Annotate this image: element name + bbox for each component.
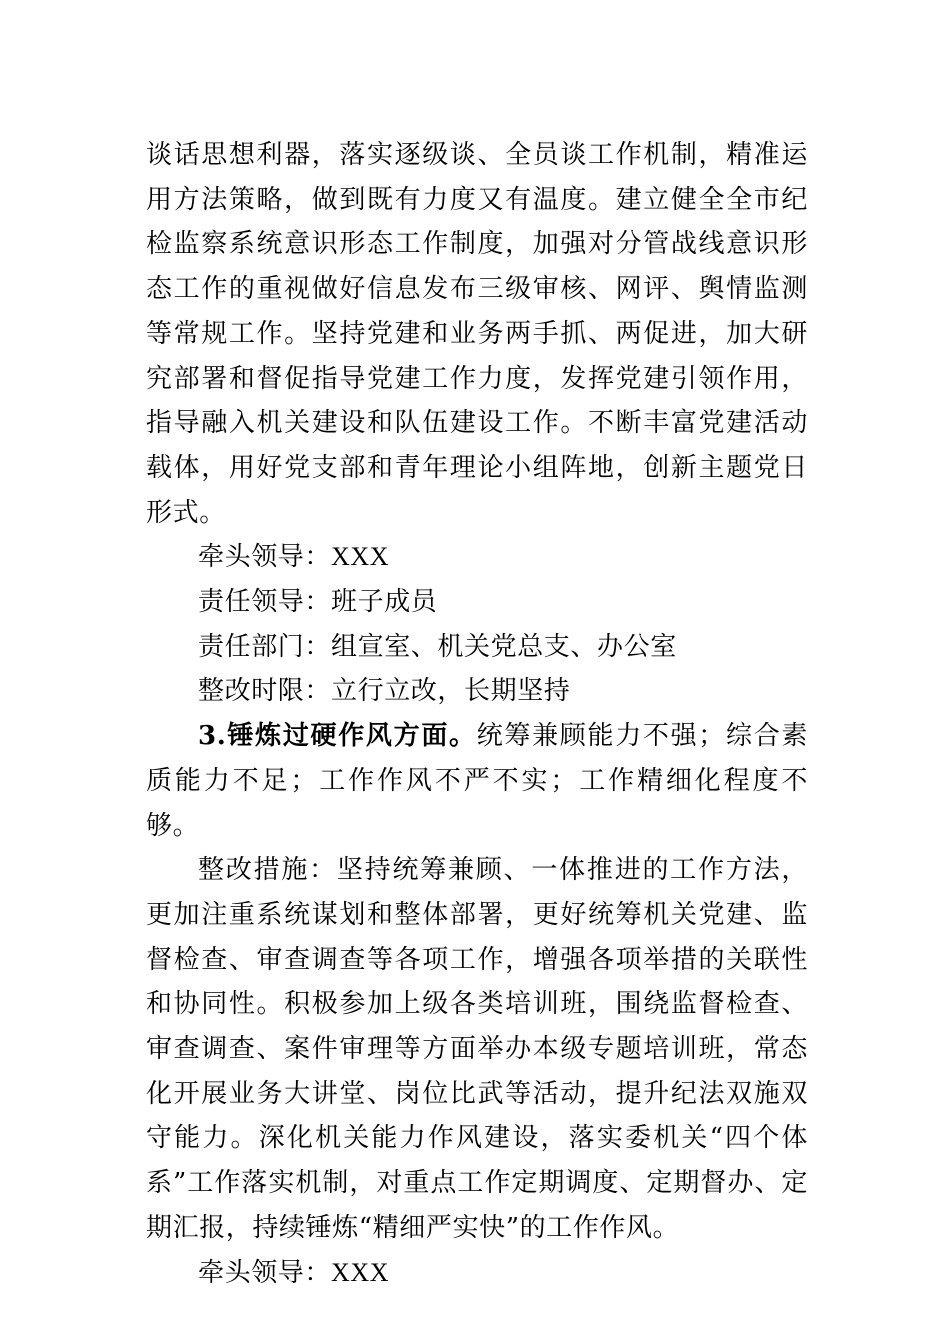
lead-leader-value: XXX <box>331 542 390 572</box>
lead-leader-line <box>146 535 808 580</box>
lead-leader-label: 牵头领导： <box>198 542 332 573</box>
lead-leader-label-2: 牵头领导： <box>198 1257 332 1288</box>
responsible-department-line: 责任部门：组宣室、机关党总支、办公室 <box>198 631 677 662</box>
section-3-paragraph <box>146 714 808 848</box>
section-3-text: 统筹兼顾能力不强；综合素质能力不足；工作作风不严不实；工作精细化程度不够。 <box>146 721 808 841</box>
paragraph-measures: 整改措施：坚持统筹兼顾、一体推进的工作方法，更加注重系统谋划和整体部署，更好统筹机关党建、监督检查、审查调查等各项工作，增强各项举措的关联性和协同性。积极参加上级各类培训班，围绕监督检查、审查调查、案件审理等方面举办本级专题培训班，常态化开展业务大讲堂、岗位比武等活动，提升纪法双施双守能力。深化机关能力作风建设，落实委机关“四个体系”工作落实机制，对重点工作定期调度、定期督办、定期汇报，持续锤炼“精细严实快”的工作作风。 <box>146 855 808 1243</box>
section-3-heading: 3.锤炼过硬作风方面。 <box>198 721 477 752</box>
paragraph-measures-continued: 谈话思想利器，落实逐级谈、全员谈工作机制，精准运用方法策略，做到既有力度又有温度。建立健全全市纪检监察系统意识形态工作制度，加强对分管战线意识形态工作的重视做好信息发布三级审核、网评、舆情监测等常规工作。坚持党建和业务两手抓、两促进，加大研究部署和督促指导党建工作力度，发挥党建引领作用，指导融入机关建设和队伍建设工作。不断丰富党建活动载体，用好党支部和青年理论小组阵地，创新主题党日形式。 <box>146 140 808 528</box>
lead-leader-value-2: XXX <box>331 1257 390 1287</box>
responsible-leader-line: 责任领导：班子成员 <box>198 587 438 618</box>
document-body <box>146 133 808 1295</box>
deadline-line: 整改时限：立行立改，长期坚持 <box>198 676 571 707</box>
lead-leader-line-2 <box>146 1251 808 1296</box>
